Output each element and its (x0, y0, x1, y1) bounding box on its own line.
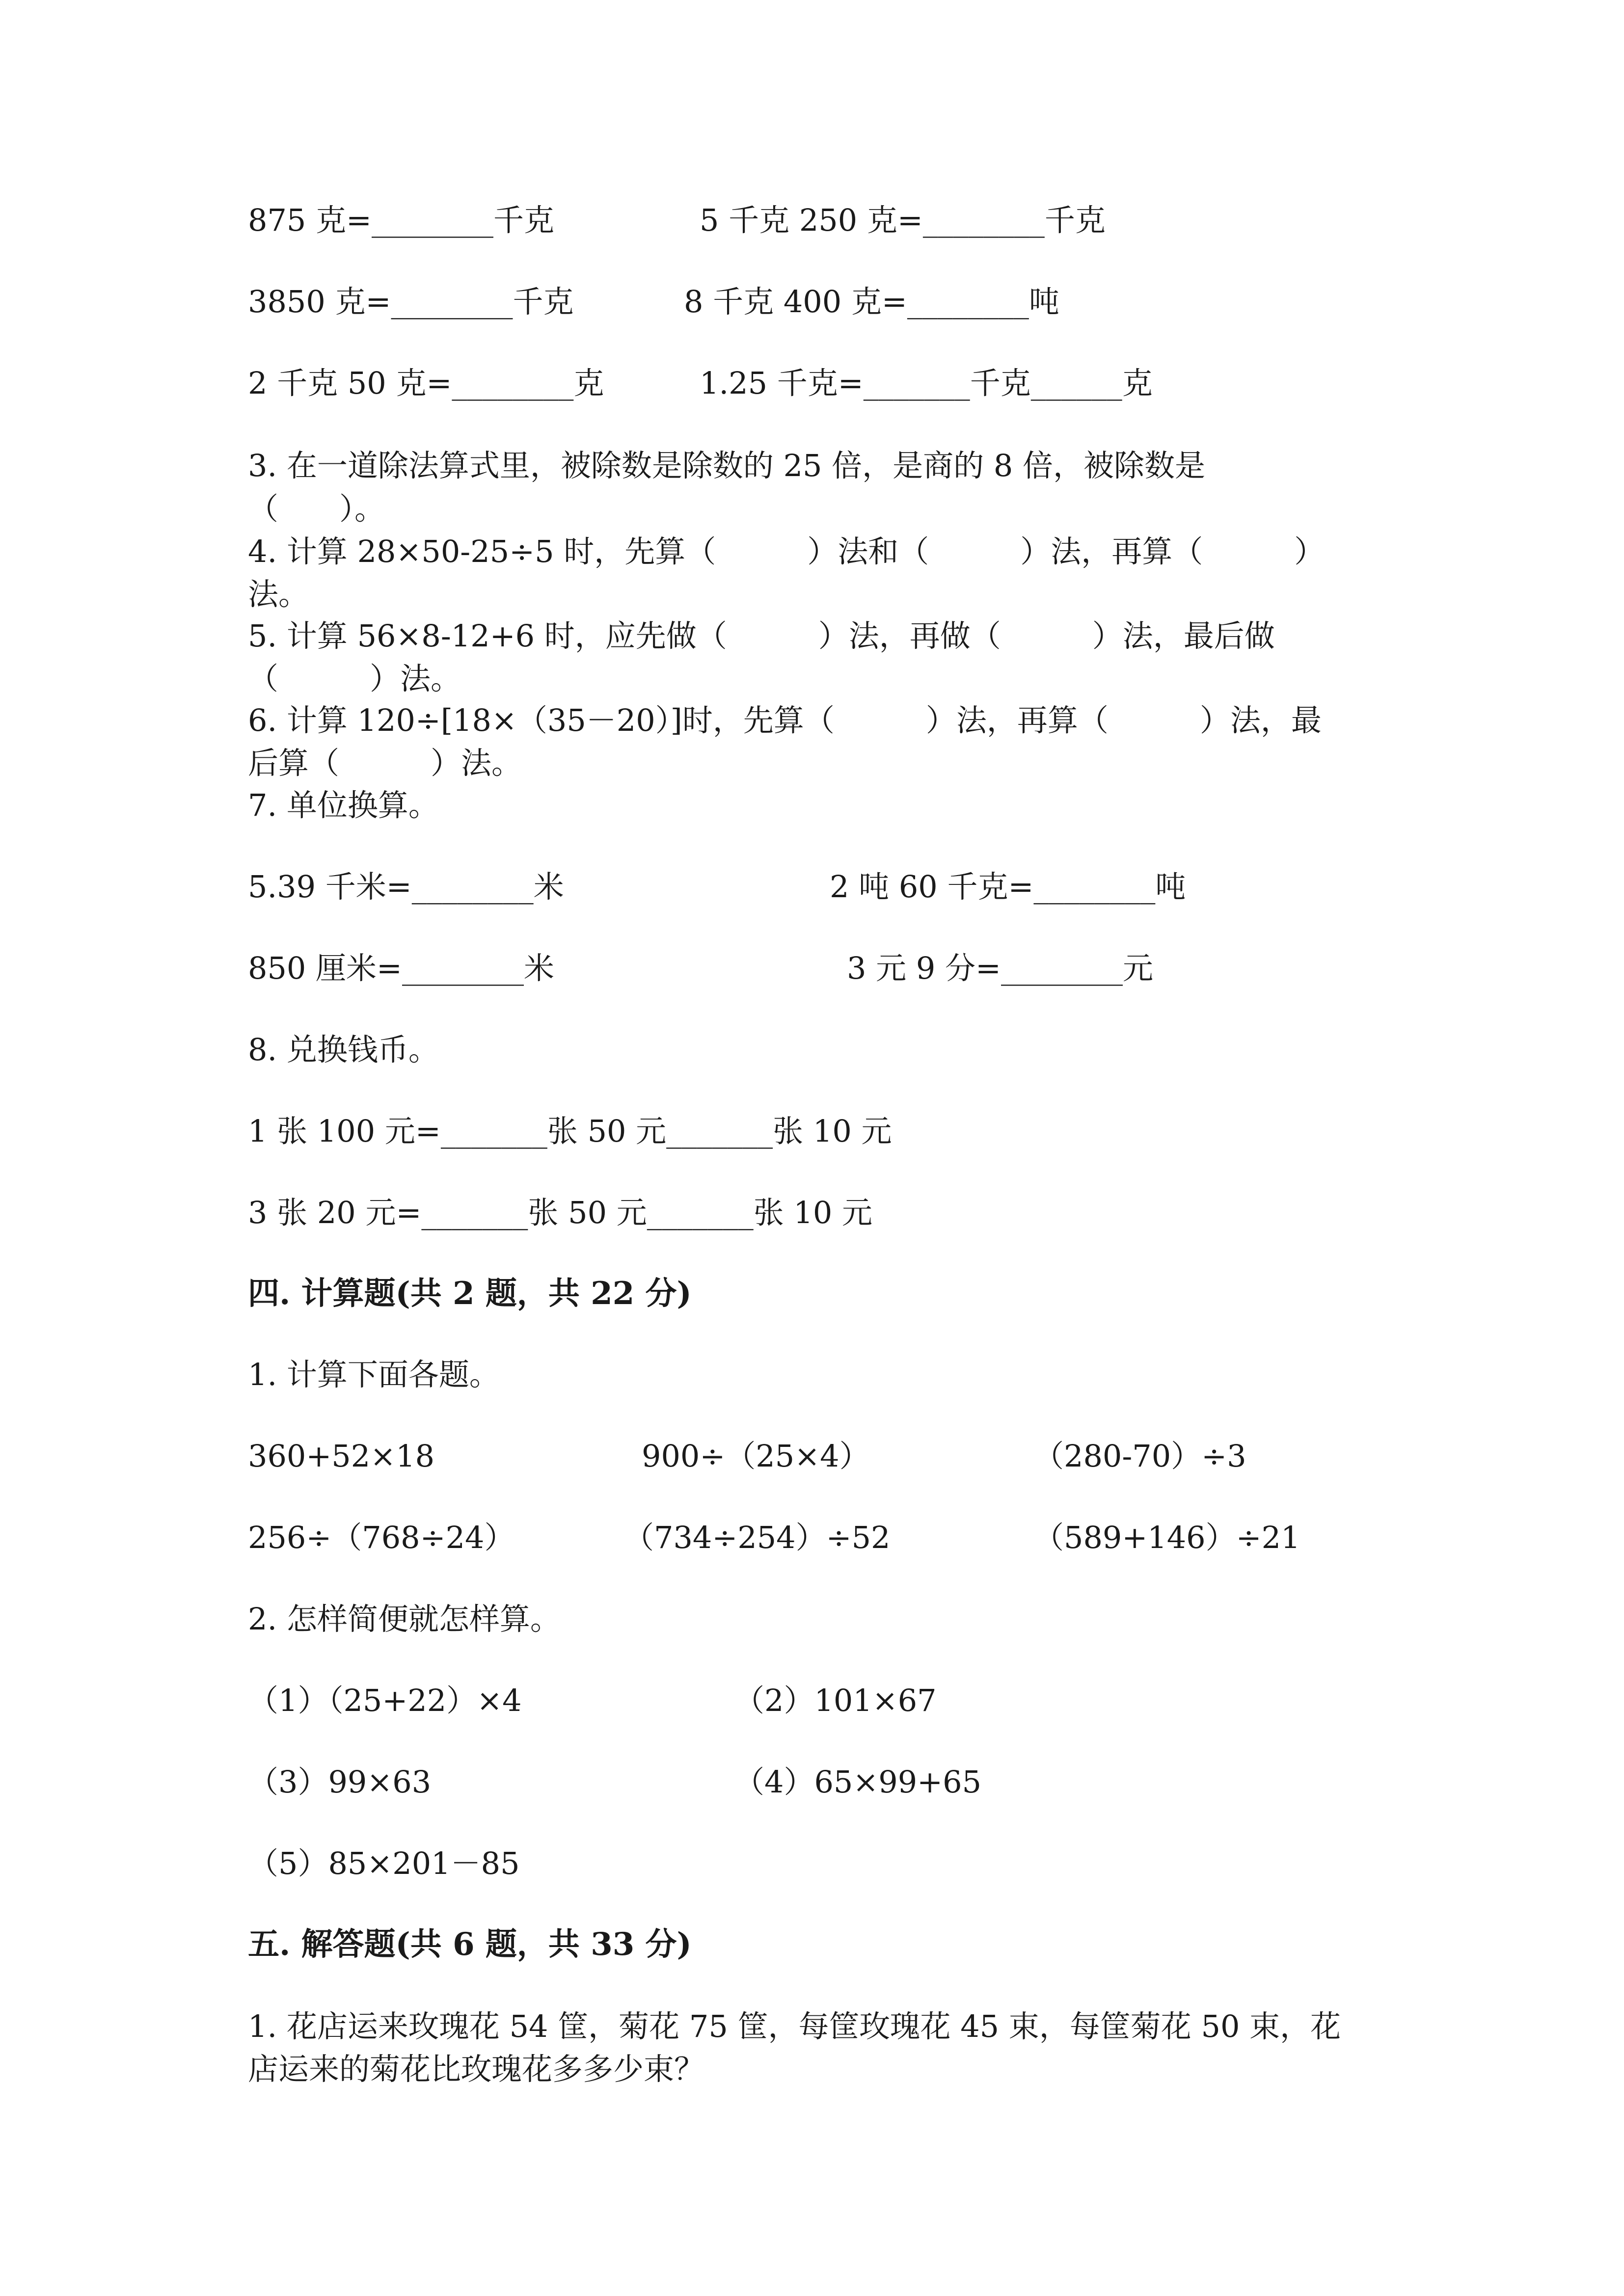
question-5-line1: 5. 计算 56×8-12+6 时，应先做（ ）法，再做（ ）法，最后做 (248, 618, 1275, 654)
question-7-title: 7. 单位换算。 (248, 787, 439, 823)
calc-item: 256÷（768÷24） (248, 1520, 515, 1555)
conversion-item: 875 克=________千克 (248, 202, 554, 238)
conversion-item: 3 元 9 分=________元 (847, 950, 1153, 986)
simplify-item: （4）65×99+65 (734, 1764, 982, 1800)
section-4-q2-title: 2. 怎样简便就怎样算。 (248, 1601, 561, 1637)
question-5-line2: （ ）法。 (248, 661, 461, 696)
simplify-item: （5）85×201－85 (248, 1845, 520, 1881)
conversion-item: 3850 克=________千克 (248, 284, 574, 320)
simplify-item: （3）99×63 (248, 1764, 432, 1800)
conversion-item: 5 千克 250 克=________千克 (700, 202, 1106, 238)
question-3-line2: （ ）。 (248, 491, 385, 527)
question-3-line1: 3. 在一道除法算式里，被除数是除数的 25 倍，是商的 8 倍，被除数是 (248, 448, 1206, 483)
section-4-heading: 四. 计算题(共 2 题，共 22 分) (248, 1275, 692, 1312)
conversion-item: 850 厘米=________米 (248, 950, 554, 986)
question-4-line1: 4. 计算 28×50-25÷5 时，先算（ ）法和（ ）法，再算（ ） (248, 534, 1325, 569)
section-5-q1-line2: 店运来的菊花比玫瑰花多多少束？ (248, 2051, 705, 2087)
question-8-title: 8. 兑换钱币。 (248, 1032, 439, 1068)
section-4-q1-title: 1. 计算下面各题。 (248, 1357, 500, 1392)
conversion-item: 1.25 千克=_______千克______克 (700, 365, 1153, 401)
currency-item: 3 张 20 元=_______张 50 元_______张 10 元 (248, 1195, 873, 1230)
calc-item: （280-70）÷3 (1033, 1438, 1246, 1474)
section-5-heading: 五. 解答题(共 6 题，共 33 分) (248, 1926, 692, 1963)
calc-item: （589+146）÷21 (1033, 1520, 1300, 1555)
section-5-q1-line1: 1. 花店运来玫瑰花 54 筐，菊花 75 筐，每筐玫瑰花 45 束，每筐菊花 50 束，花 (248, 2008, 1341, 2044)
conversion-item: 2 吨 60 千克=________吨 (830, 869, 1186, 905)
question-4-line2: 法。 (248, 576, 309, 612)
calc-item: 360+52×18 (248, 1438, 435, 1474)
conversion-item: 5.39 千米=________米 (248, 869, 564, 905)
conversion-item: 8 千克 400 克=________吨 (684, 284, 1059, 320)
question-6-line1: 6. 计算 120÷[18×（35－20）]时，先算（ ）法，再算（ ）法，最 (248, 702, 1322, 738)
conversion-item: 2 千克 50 克=________克 (248, 365, 604, 401)
simplify-item: （1）（25+22）×4 (248, 1682, 522, 1718)
simplify-item: （2）101×67 (734, 1682, 937, 1718)
calc-item: 900÷（25×4） (642, 1438, 870, 1474)
question-6-line2: 后算（ ）法。 (248, 745, 522, 781)
calc-item: （734÷254）÷52 (623, 1520, 891, 1555)
currency-item: 1 张 100 元=_______张 50 元_______张 10 元 (248, 1113, 892, 1149)
